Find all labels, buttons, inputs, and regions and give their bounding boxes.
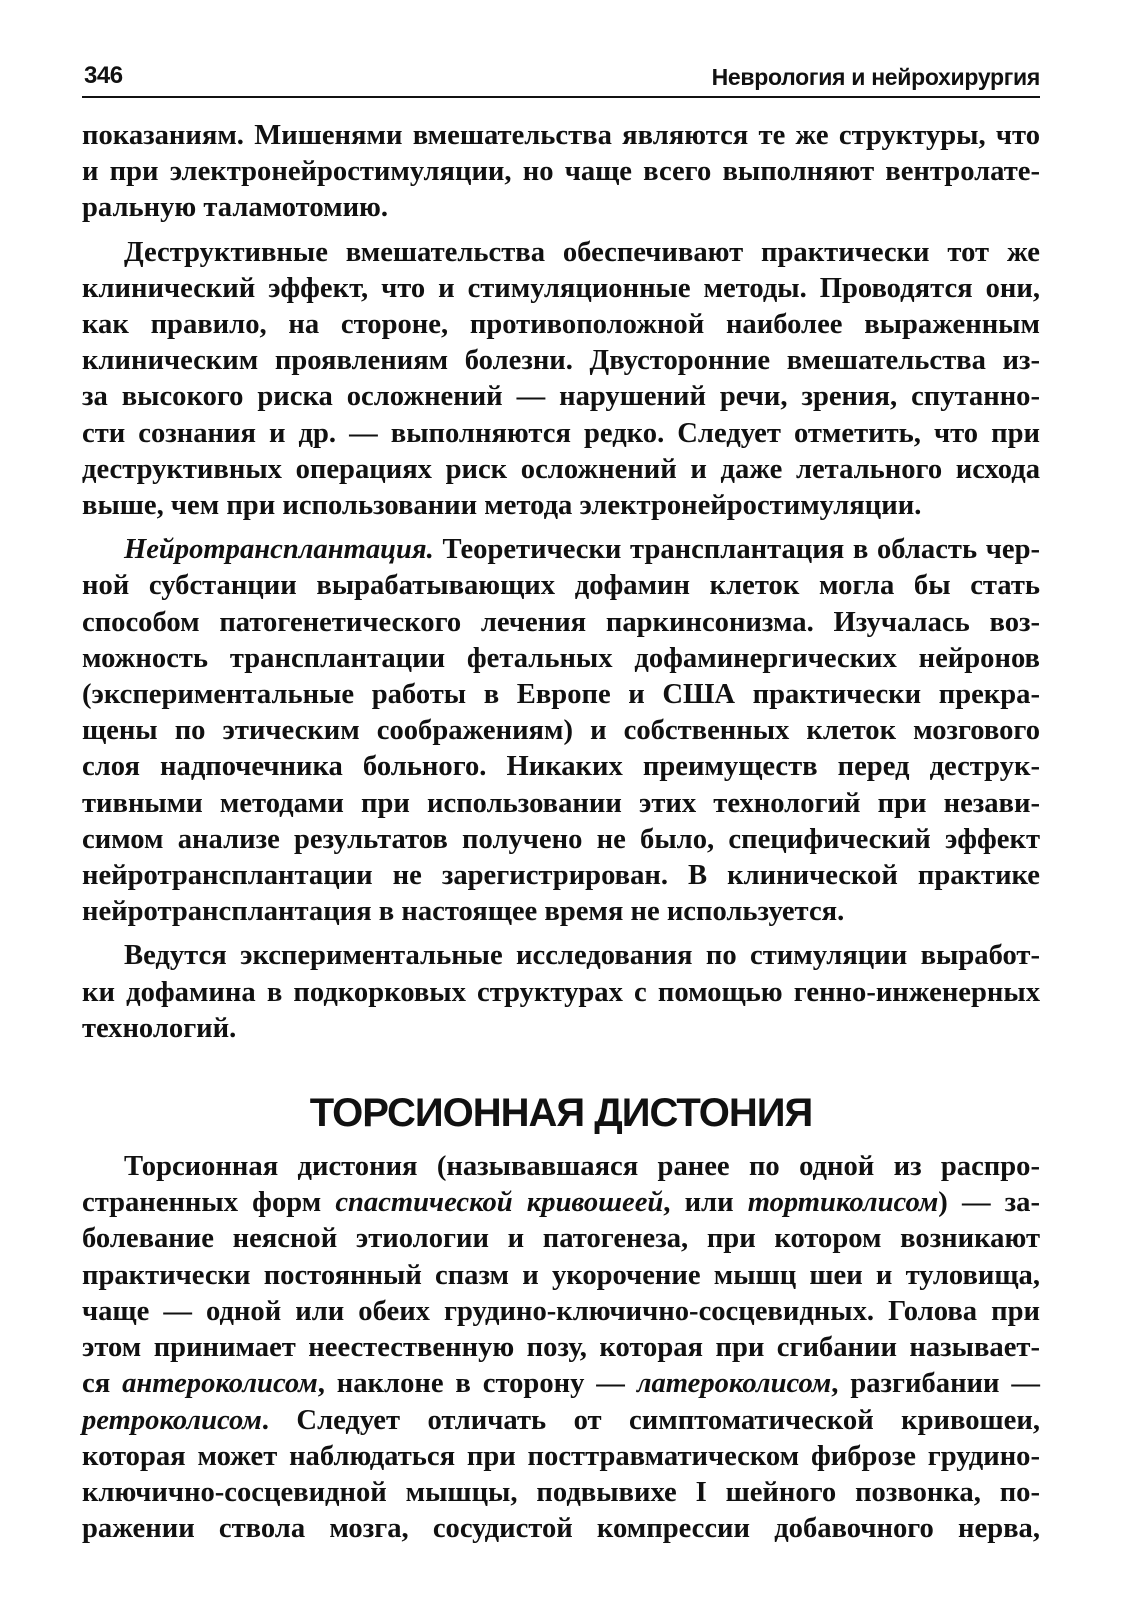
term-neurotransplantation: Нейротрансплантация. — [124, 534, 434, 566]
term-torticollis: тортиколисом — [747, 1187, 939, 1219]
text-line: способом патогенетического лечения паркинсонизма. Изучалась воз- — [82, 606, 1040, 638]
text-line: страненных форм спастической кривошеей, или тортиколисом) — за- — [82, 1187, 1040, 1219]
text-line: и при электронейростимуляции, но чаще всего выполняют вентролате- — [82, 156, 1040, 188]
page-number: 346 — [84, 62, 123, 89]
text-line: ральную таламотомию. — [82, 192, 389, 224]
paragraph-5 — [82, 1149, 1040, 1547]
page-body — [82, 118, 1040, 1547]
text-line: Деструктивные вмешательства обеспечивают практически тот же — [124, 236, 1040, 268]
text-line: ключично-сосцевидной мышцы, подвывихе I шейного позвонка, по- — [82, 1476, 1040, 1508]
page-header — [82, 60, 1040, 98]
text-line: показаниям. Мишенями вмешательства являются те же структуры, что — [82, 120, 1040, 151]
text-line: выше, чем при использовании метода электронейростимуляции. — [82, 490, 922, 522]
text-line: как правило, на стороне, противоположной наиболее выраженным — [82, 309, 1040, 341]
text-line: Ведутся экспериментальные исследования по стимуляции выработ- — [124, 940, 1040, 972]
paragraph-4 — [82, 938, 1040, 1047]
text-line: болевание неясной этиологии и патогенеза, при котором возникают — [82, 1223, 1040, 1255]
term-retrocollis: ретроколисом — [82, 1404, 262, 1436]
text-line: Нейротрансплантация. Теоретически трансплантация в область чер- — [124, 534, 1040, 566]
text-line: которая может наблюдаться при посттравматическом фиброзе грудино- — [82, 1440, 1040, 1472]
text-line: чаще — одной или обеих грудино-ключично-сосцевидных. Голова при — [82, 1295, 1040, 1327]
text-line: можность трансплантации фетальных дофаминергических нейронов — [82, 642, 1040, 674]
text-line: сти сознания и др. — выполняются редко. Следует отметить, что при — [82, 417, 1040, 449]
text-line: этом принимает неестественную позу, которая при сгибании называет- — [82, 1332, 1040, 1364]
text-line: нейротрансплантации не зарегистрирован. В клинической практике — [82, 860, 1040, 892]
text-line: щены по этическим соображениям) и собственных клеток мозгового — [82, 715, 1040, 747]
term-spastic-torticollis: спастической кривошеей — [335, 1187, 664, 1219]
text-line: ся антероколисом, наклоне в сторону — латероколисом, разгибании — — [82, 1368, 1040, 1400]
text-line: (экспериментальные работы в Европе и США практически прекра- — [82, 679, 1040, 711]
running-title: Неврология и нейрохирургия — [711, 64, 1040, 90]
paragraph-2 — [82, 235, 1040, 525]
text-line: деструктивных операциях риск осложнений и даже летального исхода — [82, 453, 1040, 485]
text-line: клинический эффект, что и стимуляционные методы. Проводятся они, — [82, 272, 1040, 304]
text-line: симом анализе результатов получено не было, специфический эффект — [82, 823, 1040, 855]
term-anterocollis: антероколисом — [122, 1368, 318, 1400]
text-line: слоя надпочечника больного. Никаких преимуществ перед деструк- — [82, 751, 1040, 783]
text-line: ки дофамина в подкорковых структурах с помощью генно-инженерных — [82, 976, 1040, 1008]
text-line: практически постоянный спазм и укорочение мышц шеи и туловища, — [82, 1259, 1040, 1291]
paragraph-1 — [82, 118, 1040, 227]
text-line: Торсионная дистония (называвшаяся ранее по одной из распро- — [124, 1151, 1040, 1183]
text-line: ражении ствола мозга, сосудистой компрессии добавочного нерва, — [82, 1513, 1040, 1545]
text-line: ной субстанции вырабатывающих дофамин клеток могла бы стать — [82, 570, 1040, 602]
text-line: за высокого риска осложнений — нарушений речи, зрения, спутанно- — [82, 381, 1040, 413]
text-line: нейротрансплантация в настоящее время не используется. — [82, 896, 845, 928]
text-line: ретроколисом. Следует отличать от симптоматической кривошеи, — [82, 1404, 1040, 1436]
text-line: технологий. — [82, 1012, 237, 1044]
text-line: тивными методами при использовании этих технологий при незави- — [82, 787, 1040, 819]
text-line: клиническим проявлениям болезни. Двусторонние вмешательства из- — [82, 345, 1040, 377]
section-heading: ТОРСИОННАЯ ДИСТОНИЯ — [309, 1091, 813, 1136]
term-laterocollis: латероколисом — [636, 1368, 832, 1400]
paragraph-3 — [82, 532, 1040, 930]
